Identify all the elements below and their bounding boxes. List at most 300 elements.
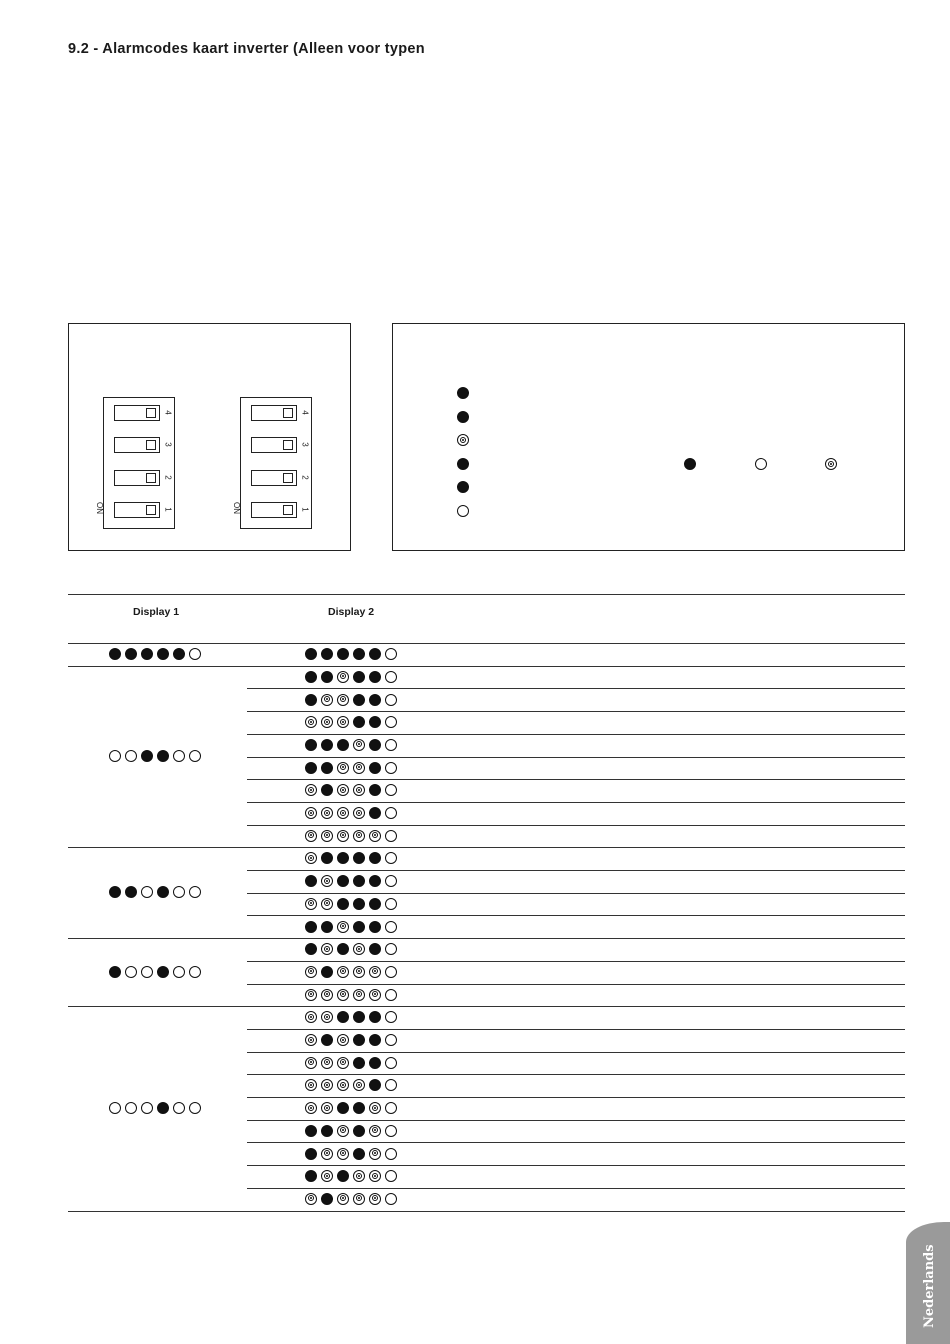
led-on-icon [353, 875, 365, 887]
led-on-icon [305, 1148, 317, 1160]
led-blink-icon [337, 784, 349, 796]
dip-knob [146, 408, 156, 418]
led-on-icon [457, 481, 469, 493]
led-off-icon [385, 1079, 397, 1091]
display1-code-cell [109, 886, 201, 900]
display2-code [305, 1009, 397, 1026]
led-blink-icon [825, 458, 837, 470]
table-row [305, 1147, 397, 1161]
display2-code [305, 759, 397, 776]
led-on-icon [321, 852, 333, 864]
led-on-icon [109, 886, 121, 898]
led-off-icon [189, 750, 201, 762]
led-blink-icon [353, 739, 365, 751]
display2-code [305, 1190, 397, 1207]
led-off-icon [385, 898, 397, 910]
display1-code-cell [109, 1101, 201, 1115]
language-tab-label: Nederlands [922, 1244, 937, 1328]
dip-switch [114, 405, 160, 421]
led-blink-icon [305, 966, 317, 978]
dip-number: 3 [300, 442, 310, 447]
led-on-icon [321, 1125, 333, 1137]
dip-switch [114, 437, 160, 453]
led-on-icon [353, 898, 365, 910]
display2-code [305, 1145, 397, 1162]
led-on-icon [369, 1011, 381, 1023]
table-rule [68, 938, 905, 939]
led-on-icon [305, 694, 317, 706]
led-blink-icon [305, 1034, 317, 1046]
table-rule [68, 643, 905, 644]
led-on-icon [321, 762, 333, 774]
led-blink-icon [369, 1125, 381, 1137]
dip-knob [146, 473, 156, 483]
led-on-icon [353, 1057, 365, 1069]
led-on-icon [457, 458, 469, 470]
dip-knob [283, 505, 293, 515]
led-blink-icon [369, 989, 381, 1001]
led-off-icon [385, 648, 397, 660]
led-blink-icon [321, 807, 333, 819]
dip-on-label: ON [95, 502, 104, 514]
led-blink-icon [305, 1011, 317, 1023]
led-on-icon [305, 921, 317, 933]
led-blink-icon [337, 671, 349, 683]
led-off-icon [385, 671, 397, 683]
led-on-icon [321, 1034, 333, 1046]
led-off-icon [385, 716, 397, 728]
led-on-icon [369, 943, 381, 955]
dip-number: 3 [163, 442, 173, 447]
led-off-icon [173, 886, 185, 898]
led-on-icon [337, 943, 349, 955]
table-rule [247, 893, 905, 894]
led-on-icon [157, 966, 169, 978]
table-row [305, 693, 397, 707]
led-off-icon [385, 1011, 397, 1023]
led-on-icon [109, 966, 121, 978]
led-on-icon [353, 852, 365, 864]
led-blink-icon [321, 989, 333, 1001]
table-row [305, 1124, 397, 1138]
display2-code [305, 872, 397, 889]
led-off-icon [385, 830, 397, 842]
led-on-icon [321, 921, 333, 933]
led-off-icon [189, 966, 201, 978]
dip-number: 4 [163, 410, 173, 415]
led-blink-icon [369, 966, 381, 978]
table-row [305, 1169, 397, 1183]
led-off-icon [385, 921, 397, 933]
led-blink-icon [305, 1193, 317, 1205]
led-on-icon [457, 387, 469, 399]
table-row [305, 761, 397, 775]
led-blink-icon [321, 943, 333, 955]
table-rule [247, 915, 905, 916]
dip-switch [114, 470, 160, 486]
dip-knob [146, 505, 156, 515]
led-on-icon [369, 739, 381, 751]
led-blink-icon [337, 1034, 349, 1046]
led-off-icon [109, 750, 121, 762]
led-off-icon [755, 458, 767, 470]
led-on-icon [109, 648, 121, 660]
dip-number: 2 [300, 475, 310, 480]
display2-header: Display 2 [328, 606, 375, 618]
led-off-icon [189, 1102, 201, 1114]
dip-switch-panel [68, 323, 351, 551]
display2-code [305, 736, 397, 753]
table-rule [68, 1211, 905, 1212]
dip-knob [283, 473, 293, 483]
led-off-icon [385, 1057, 397, 1069]
led-on-icon [353, 694, 365, 706]
led-on-icon [369, 1057, 381, 1069]
led-blink-icon [353, 989, 365, 1001]
led-blink-icon [321, 1102, 333, 1114]
led-blink-icon [321, 694, 333, 706]
led-on-icon [369, 762, 381, 774]
led-off-icon [385, 1193, 397, 1205]
led-on-icon [321, 966, 333, 978]
display1-code-cell [109, 750, 201, 764]
led-on-icon [353, 671, 365, 683]
table-rule [247, 984, 905, 985]
led-on-icon [337, 1170, 349, 1182]
display2-code [305, 986, 397, 1003]
led-off-icon [457, 505, 469, 517]
table-rule [68, 1006, 905, 1007]
dip-number: 2 [163, 475, 173, 480]
table-rule [247, 711, 905, 712]
table-row [305, 965, 397, 979]
table-row [305, 715, 397, 729]
display2-code [305, 1054, 397, 1071]
led-blink-icon [305, 1057, 317, 1069]
led-on-icon [157, 886, 169, 898]
led-blink-icon [321, 1011, 333, 1023]
display1-code [109, 963, 201, 980]
dip-switch [251, 405, 297, 421]
led-off-icon [385, 1170, 397, 1182]
table-rule [247, 779, 905, 780]
table-row [305, 829, 397, 843]
led-on-icon [173, 648, 185, 660]
led-off-icon [385, 739, 397, 751]
dip-switch-block-2 [232, 397, 312, 529]
led-blink-icon [305, 1102, 317, 1114]
display1-code [109, 884, 201, 901]
led-off-icon [141, 1102, 153, 1114]
led-off-icon [173, 1102, 185, 1114]
display2-code [305, 963, 397, 980]
led-blink-icon [305, 1079, 317, 1091]
led-on-icon [369, 1079, 381, 1091]
led-on-icon [305, 739, 317, 751]
dip-switch [114, 502, 160, 518]
led-blink-icon [353, 966, 365, 978]
display2-code [305, 1099, 397, 1116]
display2-code [305, 1031, 397, 1048]
led-on-icon [305, 648, 317, 660]
led-on-icon [369, 671, 381, 683]
led-off-icon [385, 762, 397, 774]
led-blink-icon [321, 1170, 333, 1182]
led-blink-icon [337, 1193, 349, 1205]
led-blink-icon [321, 1079, 333, 1091]
led-blink-icon [337, 830, 349, 842]
table-rule [247, 825, 905, 826]
led-blink-icon [353, 943, 365, 955]
led-off-icon [141, 966, 153, 978]
led-blink-icon [369, 1170, 381, 1182]
led-on-icon [369, 807, 381, 819]
led-blink-icon [337, 1148, 349, 1160]
led-on-icon [321, 784, 333, 796]
table-row [305, 670, 397, 684]
led-blink-icon [305, 852, 317, 864]
dip-knob [283, 408, 293, 418]
table-rule [247, 802, 905, 803]
table-row [305, 988, 397, 1002]
led-on-icon [353, 648, 365, 660]
led-on-icon [353, 1125, 365, 1137]
led-blink-icon [321, 830, 333, 842]
led-blink-icon [337, 1079, 349, 1091]
dip-number: 1 [163, 507, 173, 512]
led-on-icon [353, 1148, 365, 1160]
display2-code [305, 1077, 397, 1094]
table-rule [247, 1142, 905, 1143]
led-off-icon [385, 1125, 397, 1137]
table-row [305, 942, 397, 956]
led-on-icon [369, 694, 381, 706]
led-off-icon [109, 1102, 121, 1114]
display1-header: Display 1 [133, 606, 180, 618]
display2-code [305, 895, 397, 912]
dip-switch-block-1 [95, 397, 175, 529]
led-blink-icon [337, 807, 349, 819]
display2-code [305, 782, 397, 799]
table-rule [68, 847, 905, 848]
led-blink-icon [305, 807, 317, 819]
led-off-icon [385, 943, 397, 955]
display1-code [109, 1099, 201, 1116]
table-row [305, 1056, 397, 1070]
led-off-icon [385, 1034, 397, 1046]
led-blink-icon [337, 966, 349, 978]
led-blink-icon [337, 921, 349, 933]
led-blink-icon [369, 1193, 381, 1205]
led-on-icon [369, 716, 381, 728]
table-rule [68, 666, 905, 667]
led-on-icon [305, 671, 317, 683]
section-title: 9.2 - Alarmcodes kaart inverter (Alleen voor typen [68, 41, 425, 57]
led-off-icon [385, 966, 397, 978]
led-blink-icon [337, 1125, 349, 1137]
table-rule [247, 1029, 905, 1030]
led-on-icon [457, 411, 469, 423]
led-off-icon [385, 852, 397, 864]
table-rule [68, 594, 905, 595]
led-on-icon [353, 1011, 365, 1023]
led-on-icon [369, 784, 381, 796]
led-on-icon [337, 898, 349, 910]
table-row [305, 1079, 397, 1093]
led-on-icon [141, 750, 153, 762]
led-off-icon [173, 966, 185, 978]
led-blink-icon [337, 762, 349, 774]
led-on-icon [321, 671, 333, 683]
dip-on-label: ON [232, 502, 241, 514]
dip-switch [251, 437, 297, 453]
display2-code [305, 804, 397, 821]
display2-code [305, 668, 397, 685]
led-on-icon [321, 1193, 333, 1205]
led-blink-icon [321, 875, 333, 887]
led-on-icon [157, 648, 169, 660]
display2-code [305, 918, 397, 935]
led-on-icon [684, 458, 696, 470]
led-on-icon [141, 648, 153, 660]
led-on-icon [305, 1170, 317, 1182]
table-row [305, 897, 397, 911]
led-on-icon [337, 1011, 349, 1023]
led-on-icon [337, 739, 349, 751]
display2-code [305, 827, 397, 844]
led-on-icon [125, 886, 137, 898]
led-off-icon [125, 966, 137, 978]
display2-code [305, 1167, 397, 1184]
dip-knob [283, 440, 293, 450]
table-row [305, 806, 397, 820]
led-blink-icon [321, 898, 333, 910]
led-off-icon [189, 886, 201, 898]
led-blink-icon [337, 694, 349, 706]
led-on-icon [305, 875, 317, 887]
led-off-icon [189, 648, 201, 660]
led-on-icon [353, 716, 365, 728]
display1-code [109, 645, 201, 662]
led-on-icon [337, 1102, 349, 1114]
table-rule [247, 961, 905, 962]
dip-number: 1 [300, 507, 310, 512]
table-row [305, 1011, 397, 1025]
led-legend-panel [392, 323, 905, 551]
led-on-icon [353, 1102, 365, 1114]
led-blink-icon [337, 1057, 349, 1069]
led-blink-icon [353, 1079, 365, 1091]
led-blink-icon [457, 434, 469, 446]
led-on-icon [337, 852, 349, 864]
display2-code [305, 713, 397, 730]
display1-code-cell [109, 647, 201, 661]
led-on-icon [305, 1125, 317, 1137]
led-on-icon [353, 921, 365, 933]
led-blink-icon [321, 716, 333, 728]
led-on-icon [337, 875, 349, 887]
led-blink-icon [305, 830, 317, 842]
led-off-icon [385, 1102, 397, 1114]
table-rule [247, 1074, 905, 1075]
led-on-icon [337, 648, 349, 660]
led-off-icon [125, 750, 137, 762]
led-on-icon [369, 1034, 381, 1046]
table-row [305, 852, 397, 866]
led-off-icon [385, 989, 397, 1001]
dip-knob [146, 440, 156, 450]
led-blink-icon [337, 716, 349, 728]
led-on-icon [369, 898, 381, 910]
led-off-icon [385, 807, 397, 819]
led-off-icon [125, 1102, 137, 1114]
table-rule [247, 1097, 905, 1098]
led-blink-icon [305, 989, 317, 1001]
led-off-icon [141, 886, 153, 898]
led-blink-icon [353, 784, 365, 796]
led-blink-icon [353, 830, 365, 842]
display2-code [305, 1122, 397, 1139]
table-rule [247, 1052, 905, 1053]
dip-number: 4 [300, 410, 310, 415]
led-on-icon [305, 762, 317, 774]
led-off-icon [173, 750, 185, 762]
table-rule [247, 1165, 905, 1166]
display2-code [305, 940, 397, 957]
display1-code [109, 748, 201, 765]
table-row [305, 738, 397, 752]
led-blink-icon [305, 784, 317, 796]
led-on-icon [321, 739, 333, 751]
table-row [305, 1192, 397, 1206]
led-on-icon [369, 852, 381, 864]
table-row [305, 647, 397, 661]
led-blink-icon [369, 1102, 381, 1114]
led-on-icon [353, 1034, 365, 1046]
table-row [305, 920, 397, 934]
led-on-icon [321, 648, 333, 660]
led-blink-icon [337, 989, 349, 1001]
led-on-icon [157, 750, 169, 762]
display2-code [305, 691, 397, 708]
led-off-icon [385, 694, 397, 706]
display1-code-cell [109, 965, 201, 979]
table-row [305, 784, 397, 798]
table-rule [247, 757, 905, 758]
led-blink-icon [353, 762, 365, 774]
led-blink-icon [305, 716, 317, 728]
led-blink-icon [321, 1057, 333, 1069]
led-off-icon [385, 875, 397, 887]
led-blink-icon [321, 1148, 333, 1160]
dip-switch [251, 470, 297, 486]
led-blink-icon [353, 807, 365, 819]
led-on-icon [369, 921, 381, 933]
led-on-icon [125, 648, 137, 660]
table-rule [247, 870, 905, 871]
led-on-icon [305, 943, 317, 955]
led-blink-icon [369, 830, 381, 842]
table-rule [247, 734, 905, 735]
table-row [305, 1101, 397, 1115]
display2-code [305, 645, 397, 662]
table-row [305, 1033, 397, 1047]
led-blink-icon [353, 1170, 365, 1182]
led-off-icon [385, 784, 397, 796]
led-on-icon [369, 875, 381, 887]
led-blink-icon [369, 1148, 381, 1160]
led-blink-icon [353, 1193, 365, 1205]
